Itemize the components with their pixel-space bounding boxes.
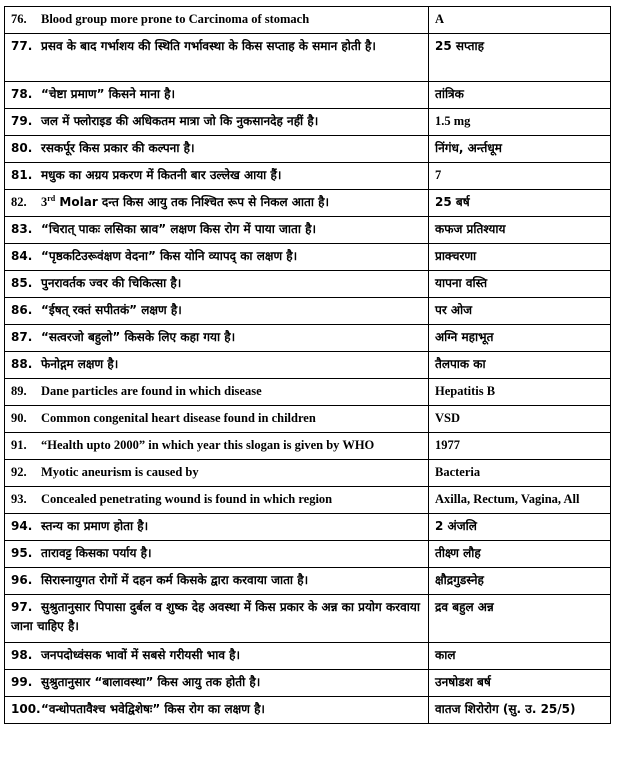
answer-cell: VSD — [429, 406, 611, 433]
answer-cell: A — [429, 7, 611, 34]
table-row — [5, 670, 611, 697]
question-number: 98. — [11, 648, 33, 662]
question-cell — [5, 271, 429, 298]
question-text: Blood group more prone to Carcinoma of stomach — [41, 12, 310, 26]
answer-cell: तैलपाक का — [429, 352, 611, 379]
table-row — [5, 352, 611, 379]
table-row — [5, 190, 611, 217]
question-number: 91. — [11, 438, 27, 452]
question-cell — [5, 595, 429, 643]
question-number: 95. — [11, 546, 33, 560]
table-row — [5, 406, 611, 433]
question-cell — [5, 487, 429, 514]
question-ordinal: 3 — [41, 195, 48, 209]
question-cell — [5, 136, 429, 163]
question-text: मधुक का अग्रय प्रकरण में कितनी बार उल्लेख आया हैं। — [41, 168, 282, 182]
qa-table — [4, 6, 611, 724]
question-number: 76. — [11, 12, 27, 26]
answer-cell: काल — [429, 643, 611, 670]
answer-cell: तीक्ष्ण लौह — [429, 541, 611, 568]
question-number: 97. — [11, 600, 33, 614]
table-row — [5, 487, 611, 514]
question-cell — [5, 163, 429, 190]
table-row — [5, 7, 611, 34]
question-number: 87. — [11, 330, 33, 344]
question-number: 81. — [11, 168, 33, 182]
table-row — [5, 595, 611, 643]
question-text: “वन्धोपतावैश्च भवेद्विशेषः” किस रोग का लक्षण है। — [41, 702, 265, 716]
answer-cell: 1977 — [429, 433, 611, 460]
question-text: सिरास्नायुगत रोगों में दहन कर्म किसके द्वारा करवाया जाता है। — [41, 573, 309, 587]
question-number: 77. — [11, 39, 33, 53]
table-row — [5, 136, 611, 163]
question-cell — [5, 190, 429, 217]
table-row — [5, 433, 611, 460]
question-text: पुनरावर्तक ज्वर की चिकित्सा है। — [41, 276, 182, 290]
question-text: “ईषत् रक्तं सपीतकं” लक्षण है। — [41, 303, 182, 317]
question-cell — [5, 514, 429, 541]
question-number: 92. — [11, 465, 27, 479]
question-cell — [5, 568, 429, 595]
answer-cell: यापना वस्ति — [429, 271, 611, 298]
answer-cell: Axilla, Rectum, Vagina, All — [429, 487, 611, 514]
question-cell — [5, 541, 429, 568]
table-row — [5, 541, 611, 568]
question-cell — [5, 352, 429, 379]
answer-cell: Hepatitis B — [429, 379, 611, 406]
table-row — [5, 643, 611, 670]
question-number: 84. — [11, 249, 33, 263]
table-row — [5, 34, 611, 82]
answer-cell: द्रव बहुल अन्न — [429, 595, 611, 643]
question-number: 82. — [11, 195, 27, 209]
question-text: जनपदोध्वंसक भावों में सबसे गरीयसी भाव है। — [41, 648, 241, 662]
answer-cell: 2 अंजलि — [429, 514, 611, 541]
answer-cell: 1.5 mg — [429, 109, 611, 136]
question-text: सुश्रुतानुसार पिपासा दुर्बल व शुष्क देह अवस्था में किस प्रकार के अन्न का प्रयोग करवाया जाना चाहिए है। — [11, 600, 420, 633]
question-cell — [5, 325, 429, 352]
question-number: 94. — [11, 519, 33, 533]
question-cell — [5, 643, 429, 670]
question-text: फेनोद्गम लक्षण है। — [41, 357, 119, 371]
answer-cell: Bacteria — [429, 460, 611, 487]
answer-cell: अग्नि महाभूत — [429, 325, 611, 352]
table-row — [5, 109, 611, 136]
answer-cell: कफज प्रतिश्याय — [429, 217, 611, 244]
question-number: 78. — [11, 87, 33, 101]
table-row — [5, 217, 611, 244]
question-number: 99. — [11, 675, 33, 689]
question-text: “चिरात् पाकः लसिका स्राव” लक्षण किस रोग में पाया जाता है। — [41, 222, 317, 236]
table-row — [5, 271, 611, 298]
question-cell — [5, 34, 429, 82]
answer-cell: क्षौद्रगुडस्नेह — [429, 568, 611, 595]
question-text: Myotic aneurism is caused by — [41, 465, 199, 479]
question-number: 79. — [11, 114, 33, 128]
table-row — [5, 379, 611, 406]
question-number: 96. — [11, 573, 33, 587]
question-text: “चेष्टा प्रमाण” किसने माना है। — [41, 87, 176, 101]
question-cell — [5, 244, 429, 271]
question-cell — [5, 697, 429, 724]
question-text: तारावट्ट किसका पर्याय है। — [41, 546, 152, 560]
answer-cell: 25 बर्ष — [429, 190, 611, 217]
question-text: Concealed penetrating wound is found in which region — [41, 492, 333, 506]
answer-cell: तांत्रिक — [429, 82, 611, 109]
question-text: जल में फ्लोराइड की अधिकतम मात्रा जो कि नुकसानदेह नहीं है। — [41, 114, 319, 128]
question-text: स्तन्य का प्रमाण होता है। — [41, 519, 149, 533]
question-number: 93. — [11, 492, 27, 506]
question-number: 86. — [11, 303, 33, 317]
question-cell — [5, 670, 429, 697]
answer-cell: वातज शिरोरोग (सु. उ. 25/5) — [429, 697, 611, 724]
question-number: 83. — [11, 222, 33, 236]
question-text: Dane particles are found in which disease — [41, 384, 262, 398]
answer-cell: उनषोडश बर्ष — [429, 670, 611, 697]
question-cell — [5, 460, 429, 487]
answer-cell: 25 सप्ताह — [429, 34, 611, 82]
table-row — [5, 82, 611, 109]
question-text: प्रसव के बाद गर्भाशय की स्थिति गर्भावस्था के किस सप्ताह के समान होती है। — [41, 39, 376, 53]
question-number: 100. — [11, 702, 41, 716]
question-number: 85. — [11, 276, 33, 290]
question-text: रसकर्पूर किस प्रकार की कल्पना है। — [41, 141, 195, 155]
question-cell — [5, 298, 429, 325]
question-number: 89. — [11, 384, 27, 398]
question-cell — [5, 217, 429, 244]
question-cell — [5, 433, 429, 460]
answer-cell: प्राक्चरणा — [429, 244, 611, 271]
table-row — [5, 298, 611, 325]
question-cell — [5, 379, 429, 406]
table-row — [5, 325, 611, 352]
question-number: 90. — [11, 411, 27, 425]
table-row — [5, 514, 611, 541]
question-cell — [5, 406, 429, 433]
question-number: 88. — [11, 357, 33, 371]
question-cell — [5, 109, 429, 136]
question-cell — [5, 7, 429, 34]
answer-cell: निंगंध, अर्न्तधूम — [429, 136, 611, 163]
table-row — [5, 244, 611, 271]
table-row — [5, 460, 611, 487]
question-number: 80. — [11, 141, 33, 155]
question-text: सुश्रुतानुसार “बालावस्था” किस आयु तक होती है। — [41, 675, 261, 689]
question-text: “पृष्ठकटिउरूवंक्षण वेदना” किस योनि व्यापद् का लक्षण है। — [41, 249, 298, 263]
answer-cell: पर ओज — [429, 298, 611, 325]
table-row — [5, 697, 611, 724]
question-text: “सत्वरजो बहुलो” किसके लिए कहा गया है। — [41, 330, 236, 344]
question-text: Molar दन्त किस आयु तक निश्चित रूप से निकल आता है। — [55, 195, 330, 209]
question-text: “Health upto 2000” in which year this slogan is given by WHO — [41, 438, 375, 452]
question-text: Common congenital heart disease found in children — [41, 411, 316, 425]
answer-cell: 7 — [429, 163, 611, 190]
ordinal-suffix: rd — [47, 193, 56, 203]
table-row — [5, 568, 611, 595]
question-cell — [5, 82, 429, 109]
table-row — [5, 163, 611, 190]
